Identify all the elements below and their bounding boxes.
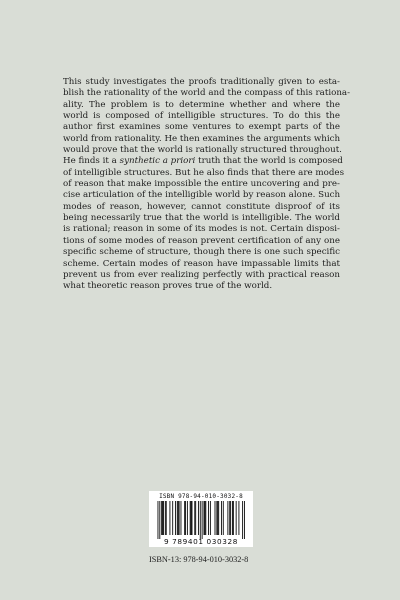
barcode-bar [244, 501, 245, 539]
description-line: specific scheme of structure, though there is one such specific [63, 247, 340, 258]
barcode-bar [208, 501, 209, 535]
barcode-bar [230, 501, 231, 535]
barcode-bar [233, 501, 234, 535]
barcode-bar [221, 501, 222, 535]
barcode-bar [194, 501, 195, 535]
description-line: blish the rationality of the world and the compass of this rationa- [63, 88, 351, 99]
barcode-bar [159, 501, 160, 539]
barcode-bar [215, 501, 216, 535]
barcode-bar [229, 501, 230, 535]
barcode-bar [238, 501, 239, 535]
description-line: what theoretic reason proves true of the world. [63, 281, 273, 292]
description-line: He finds it a synthetic a priori truth that the world is composed [63, 156, 343, 167]
barcode-bar [184, 501, 185, 535]
barcode-bar [200, 501, 201, 539]
description-line: This study investigates the proofs traditionally given to esta- [63, 77, 340, 87]
isbn-13-text: ISBN-13: 978-94-010-3032-8 [149, 555, 249, 564]
barcode-bar [236, 501, 237, 535]
description-line: scheme. Certain modes of reason have impassable limits that [63, 258, 340, 269]
barcode-bar [162, 501, 163, 535]
barcode-bar [187, 501, 188, 535]
barcode-bar [204, 501, 205, 535]
barcode-bar [217, 501, 218, 535]
barcode-label [149, 491, 253, 547]
barcode-bar [172, 501, 173, 535]
barcode-isbn-top: ISBN 978-94-010-3032-8 [159, 493, 243, 500]
barcode-bar [158, 501, 159, 539]
barcode-bar [223, 501, 224, 535]
barcode-bar [205, 501, 206, 535]
barcode-bar [161, 501, 162, 535]
barcode-bar [210, 501, 211, 535]
barcode-digits: 9 789401 030328 [164, 537, 238, 546]
barcode-bar [177, 501, 178, 535]
barcode-bar [166, 501, 167, 535]
barcode-bar [169, 501, 170, 535]
barcode-bar [191, 501, 192, 535]
description-line: world is composed of intelligible structures. To do this the [63, 111, 340, 122]
description-line: of reason that make impossible the entire uncovering and pre- [63, 179, 340, 190]
barcode-bar [179, 501, 180, 535]
description-line: tions of some modes of reason prevent certification of any one [63, 235, 340, 246]
description-line: would prove that the world is rationally structured throughout. [63, 145, 342, 156]
barcode-bar [178, 501, 179, 535]
barcode-bar [227, 501, 228, 535]
barcode-bar [163, 501, 164, 535]
barcode-bar [202, 501, 203, 539]
barcode-bar [190, 501, 191, 535]
description-line: modes of reason, however, cannot constitute disproof of its [63, 201, 340, 212]
italic-phrase: synthetic a priori [119, 156, 196, 167]
barcode-bar [242, 501, 243, 539]
barcode-bar [165, 501, 166, 535]
description-line: world from rationality. He then examines the arguments which [63, 133, 341, 144]
barcode-bar [198, 501, 199, 535]
barcode-bar [216, 501, 217, 535]
description-line: ality. The problem is to determine whether and where the [63, 99, 340, 110]
description-line: of intelligible structures. But he also finds that there are modes [63, 167, 345, 178]
barcode-bar [204, 501, 205, 535]
barcode-bar [232, 501, 233, 535]
description-line: being necessarily true that the world is intelligible. The world [63, 213, 340, 224]
barcode-bar [218, 501, 219, 535]
description-line: author first examines some ventures to exempt parts of the [63, 122, 340, 133]
description-line: prevent us from ever realizing perfectly with practical reason [63, 269, 340, 280]
barcode-bar [181, 501, 182, 535]
barcode-bar [192, 501, 193, 535]
description-text [63, 77, 351, 293]
barcode-bar [175, 501, 176, 535]
barcode-bar [185, 501, 186, 535]
barcode-bar [195, 501, 196, 535]
description-line: cise articulation of the intelligible world by reason alone. Such [63, 190, 341, 201]
description-line: is rational; reason in some of its modes is not. Certain disposi- [63, 224, 340, 235]
